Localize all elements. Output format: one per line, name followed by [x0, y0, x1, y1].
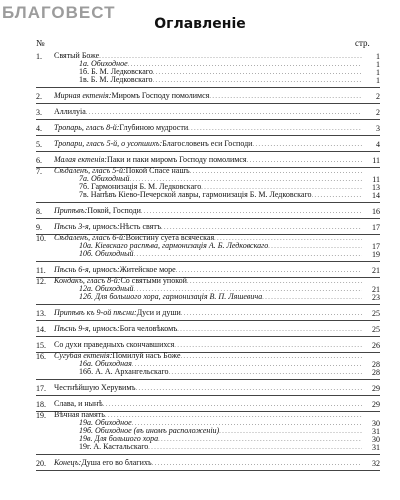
subentry-text	[79, 76, 362, 85]
toc-row	[36, 385, 380, 393]
page-number: 25	[372, 309, 380, 318]
dot-leader	[136, 384, 362, 393]
page-number: 29	[372, 400, 380, 409]
toc-entry	[36, 380, 380, 396]
entry-prefix: Тропарь, гласъ 8-й:	[54, 124, 120, 132]
toc-entry	[36, 262, 380, 278]
page-number: 4	[376, 140, 380, 149]
entry-label: Аллилуіа	[54, 108, 86, 116]
entry-prefix: Сѣдаленъ, гласъ 5-й:	[54, 167, 126, 175]
page-number: 21	[372, 285, 380, 294]
toc-entry	[36, 337, 380, 353]
entry-label: Вѣчная память	[54, 411, 105, 419]
page-number: 17	[372, 223, 380, 232]
entry-number: 12.	[36, 277, 46, 286]
entry-label: Со святыми упокой	[120, 277, 187, 285]
entry-text	[54, 309, 362, 318]
toc-row	[36, 310, 380, 318]
page-number: 21	[372, 266, 380, 275]
dot-leader	[177, 325, 362, 334]
subentry-label: 12б. Для большого хора, гармонизація В. П. Ляшевича	[79, 293, 263, 301]
entry-prefix: Припѣвъ къ 9-ой пѣсни:	[54, 309, 137, 317]
entry-label: Со духи праведныхъ скончавшихся	[54, 341, 175, 349]
subentry-text	[79, 368, 362, 377]
entry-text	[54, 207, 362, 216]
toc-subrow	[36, 444, 380, 452]
entry-label: Покой, Господи	[87, 207, 141, 215]
toc-entry	[36, 412, 380, 455]
entry-label: Бога человѣкомъ	[119, 325, 178, 333]
subentry-text	[79, 191, 362, 200]
toc-entry	[36, 278, 380, 305]
page-number: 16	[372, 207, 380, 216]
toc-entry	[36, 321, 380, 337]
subentry-label: 19б. Обиходное (въ иномъ расположеніи)	[79, 427, 220, 435]
dot-leader	[141, 207, 362, 216]
table-of-contents	[36, 48, 380, 471]
dot-leader	[134, 250, 362, 259]
page-number: 29	[372, 384, 380, 393]
toc-entry	[36, 353, 380, 380]
entry-text	[54, 341, 362, 350]
subentry-label: 12а. Обиходный	[79, 285, 134, 293]
subentry-text	[79, 443, 362, 452]
toc-entry	[36, 88, 380, 104]
subentry-label: 10б. Обиходный	[79, 250, 134, 258]
toc-entry	[36, 168, 380, 203]
subentry-label: 1б. Б. М. Ледковскаго	[79, 68, 153, 76]
toc-row	[36, 401, 380, 409]
page-number: 1	[376, 60, 380, 69]
entry-label: Благословенъ еси Господи	[162, 140, 253, 148]
subentry-label: 19а. Обиходное	[79, 419, 132, 427]
entry-number: 7.	[36, 167, 42, 176]
toc-subrow	[36, 192, 380, 200]
entry-number: 14.	[36, 325, 46, 334]
toc-subrow	[36, 251, 380, 259]
page-number: 32	[372, 459, 380, 468]
toc-row	[36, 326, 380, 334]
page-number: 13	[372, 183, 380, 192]
entry-prefix: Тропари, гласъ 5-й, о усопшихъ:	[54, 140, 163, 148]
entry-prefix: Конецъ:	[54, 459, 82, 467]
entry-number: 8.	[36, 207, 42, 216]
entry-prefix: Пѣснь 9-я, ирмосъ:	[54, 325, 120, 333]
entry-number: 13.	[36, 309, 46, 318]
entry-number: 20.	[36, 459, 46, 468]
page-title: Оглавленіе	[154, 16, 246, 32]
number-column-header: №	[36, 38, 45, 48]
entry-text	[54, 325, 362, 334]
entry-label: Житейское море	[119, 266, 176, 274]
entry-label: Нѣсть святъ	[119, 223, 161, 231]
entry-label: Глубиною мудрости	[119, 124, 189, 132]
toc-row	[36, 157, 380, 165]
toc-subrow	[36, 77, 380, 85]
page-number: 17	[372, 242, 380, 251]
entry-prefix: Сѣдаленъ, гласъ 6-й:	[54, 234, 126, 242]
entry-number: 2.	[36, 92, 42, 101]
subentry-label: 16а. Обиходная	[79, 360, 132, 368]
entry-number: 18.	[36, 400, 46, 409]
entry-number: 9.	[36, 223, 42, 232]
toc-entry	[36, 219, 380, 235]
watermark-logo: БЛАГОВЕСТ	[2, 3, 116, 22]
toc-entry	[36, 396, 380, 412]
page-number: 1	[376, 68, 380, 77]
entry-text	[54, 459, 362, 468]
dot-leader	[188, 124, 362, 133]
page-number: 26	[372, 341, 380, 350]
subentry-label: 7а. Обиходный	[79, 175, 130, 183]
toc-entry	[36, 305, 380, 321]
subentry-label: 19г. А. Кастальскаго	[79, 443, 149, 451]
entry-text	[54, 124, 362, 133]
entry-text	[54, 400, 362, 409]
entry-text	[54, 266, 362, 275]
entry-prefix: Сугубая ектенія:	[54, 352, 113, 360]
dot-leader	[168, 368, 362, 377]
entry-prefix: Кондакъ, гласъ 8-й:	[54, 277, 121, 285]
dot-leader	[161, 223, 362, 232]
page-number: 19	[372, 250, 380, 259]
dot-leader	[86, 108, 362, 117]
entry-text	[54, 92, 362, 101]
entry-number: 4.	[36, 124, 42, 133]
entry-label: Помилуй насъ Боже	[112, 352, 181, 360]
entry-number: 16.	[36, 352, 46, 361]
toc-row	[36, 93, 380, 101]
entry-number: 3.	[36, 108, 42, 117]
entry-label: Паки и паки миромъ Господу помолимся	[106, 156, 247, 164]
page-number: 1	[376, 52, 380, 61]
subentry-label: 1в. Б. М. Ледковскаго	[79, 76, 153, 84]
page-number: 30	[372, 435, 380, 444]
entry-label: Святый Боже	[54, 52, 100, 60]
entry-label: Воистину суета всяческая	[125, 234, 215, 242]
toc-subrow	[36, 294, 380, 302]
toc-entry	[36, 235, 380, 262]
entry-label: Слава, и нынѣ	[54, 400, 103, 408]
dot-leader	[153, 76, 362, 85]
entry-number: 1.	[36, 52, 42, 61]
page-number: 1	[376, 76, 380, 85]
entry-label: Честнѣйшую Херувимъ	[54, 384, 136, 392]
toc-row	[36, 460, 380, 468]
page-number: 28	[372, 360, 380, 369]
entry-text	[54, 223, 362, 232]
page-number: 2	[376, 92, 380, 101]
entry-prefix: Пѣснь 6-я, ирмосъ:	[54, 266, 120, 274]
subentry-label: 1а. Обиходное	[79, 60, 128, 68]
entry-prefix: Малая ектенія:	[54, 156, 107, 164]
page-number: 31	[372, 427, 380, 436]
toc-row	[36, 109, 380, 117]
entry-number: 10.	[36, 234, 46, 243]
dot-leader	[247, 156, 362, 165]
toc-entry	[36, 152, 380, 168]
toc-row	[36, 224, 380, 232]
dot-leader	[152, 459, 362, 468]
subentry-label: 19в. Для большого хора	[79, 435, 159, 443]
subentry-label: 10а. Кіевскаго распѣва, гармонизація А. Б. Ледковскаго	[79, 242, 269, 250]
dot-leader	[209, 92, 362, 101]
dot-leader	[103, 400, 362, 409]
page-number: 28	[372, 368, 380, 377]
toc-entry	[36, 455, 380, 471]
entry-text	[54, 140, 362, 149]
dot-leader	[262, 293, 362, 302]
page-number: 31	[372, 443, 380, 452]
subentry-text	[79, 250, 362, 259]
dot-leader	[174, 341, 362, 350]
page-number: 23	[372, 293, 380, 302]
entry-text	[54, 156, 362, 165]
toc-entry	[36, 203, 380, 219]
dot-leader	[148, 443, 362, 452]
subentry-text	[79, 293, 362, 302]
entry-label: Покой Спасе нашъ	[125, 167, 190, 175]
toc-row	[36, 208, 380, 216]
entry-label: Дуси и души	[136, 309, 181, 317]
toc-subrow	[36, 369, 380, 377]
page-number: 3	[376, 124, 380, 133]
toc-row	[36, 125, 380, 133]
entry-number: 15.	[36, 341, 46, 350]
toc-row	[36, 342, 380, 350]
page-number: 11	[372, 156, 380, 165]
entry-label: Душа его во благихъ	[81, 459, 152, 467]
subentry-label: 7в. Напѣвъ Кіево-Печерской лавры, гармонизація Б. М. Ледковскаго	[79, 191, 312, 199]
page-number: 11	[372, 175, 380, 184]
entry-number: 17.	[36, 384, 46, 393]
toc-row	[36, 141, 380, 149]
entry-prefix: Пѣснь 3-я, ирмосъ:	[54, 223, 120, 231]
entry-text	[54, 108, 362, 117]
dot-leader	[252, 140, 362, 149]
entry-number: 6.	[36, 156, 42, 165]
dot-leader	[312, 191, 362, 200]
dot-leader	[181, 309, 362, 318]
entry-number: 19.	[36, 411, 46, 420]
dot-leader	[176, 266, 362, 275]
entry-label: Миромъ Господу помолимся	[111, 92, 210, 100]
toc-entry	[36, 48, 380, 88]
toc-entry	[36, 136, 380, 152]
entry-text	[54, 384, 362, 393]
toc-entry	[36, 120, 380, 136]
toc-entry	[36, 104, 380, 120]
page-number: 25	[372, 325, 380, 334]
entry-number: 5.	[36, 140, 42, 149]
entry-number: 11.	[36, 266, 46, 275]
page-number: 14	[372, 191, 380, 200]
page-column-header: стр.	[355, 38, 370, 48]
subentry-label: 16б. А. А. Архангельскаго	[79, 368, 169, 376]
page-number: 2	[376, 108, 380, 117]
toc-row	[36, 267, 380, 275]
subentry-label: 7б. Гармонизація Б. М. Ледковскаго	[79, 183, 202, 191]
page-number: 30	[372, 419, 380, 428]
entry-prefix: Мирная ектенія:	[54, 92, 112, 100]
entry-prefix: Припѣвъ:	[54, 207, 88, 215]
